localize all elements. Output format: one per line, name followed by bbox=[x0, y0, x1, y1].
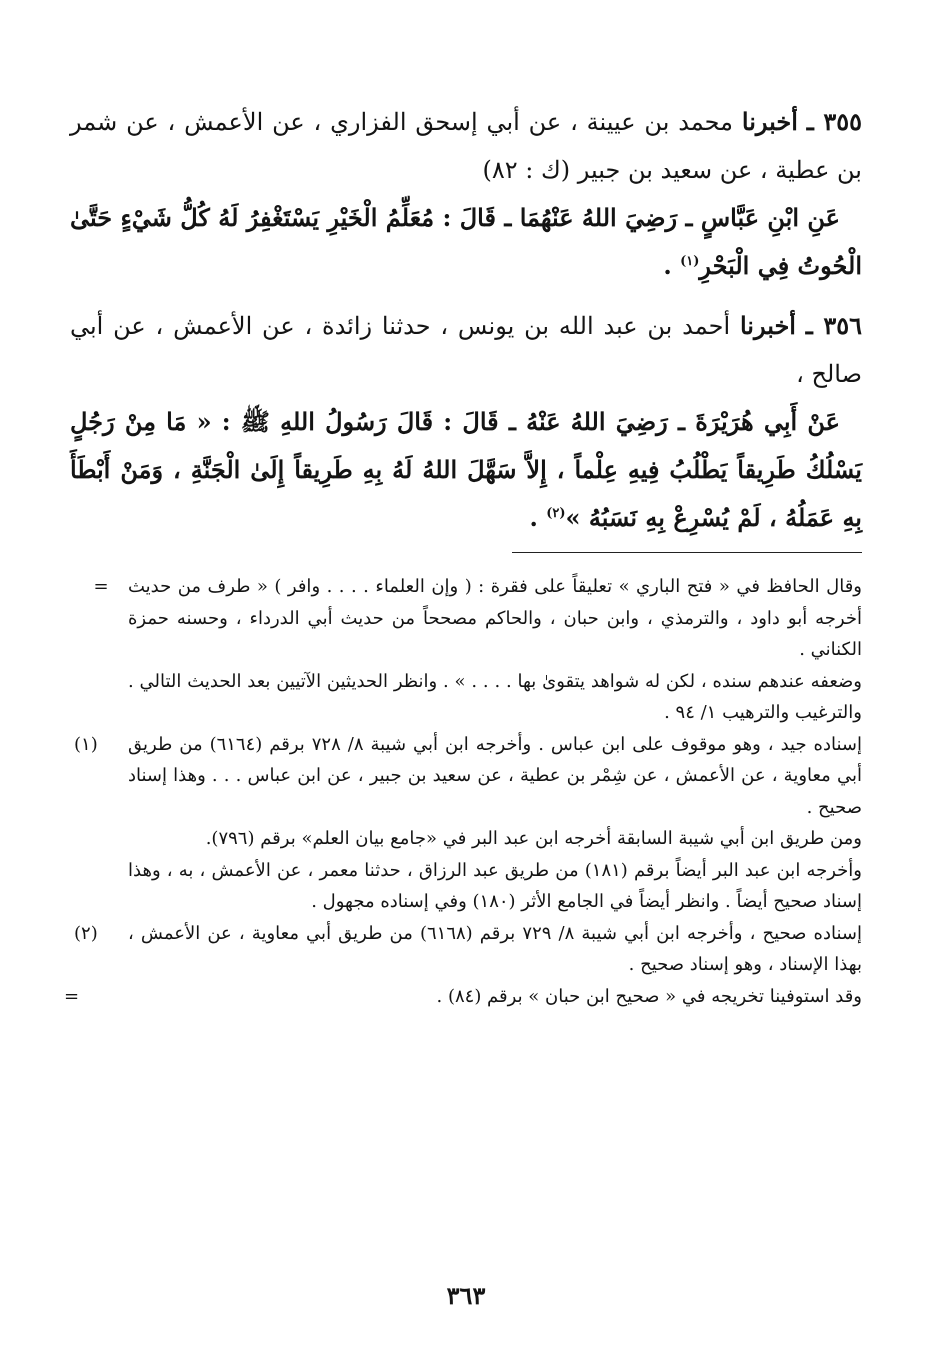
footnote-paragraph: وأخرجه ابن عبد البر أيضاً برقم (١٨١) من طريق عبد الرزاق ، حدثنا معمر ، عن الأعمش ، به ، وهذا إسناد صحيح أيضاً . وانظر أيضاً في الجامع الأثر (١٨٠) وفي إسناده مجهول . bbox=[128, 859, 862, 912]
matn-text: عَنِ ابْنِ عَبَّاسٍ ـ رَضِيَ اللهُ عَنْهُمَا ـ قَالَ : مُعَلِّمُ الْخَيْرِ يَسْتَغْفِرُ لَهُ كُلُّ شَيْءٍ حَتَّىٰ الْحُوتُ فِي الْبَحْرِ bbox=[70, 203, 862, 280]
hadith-number: ٣٥٥ ـ bbox=[806, 107, 862, 136]
hadith-keyword: أخبرنا bbox=[739, 311, 796, 340]
footnote-1 bbox=[70, 729, 862, 918]
hadith-number: ٣٥٦ ـ bbox=[805, 311, 862, 340]
footnote-ref[interactable]: (١) bbox=[680, 254, 700, 269]
footnote-paragraph: إسناده صحيح ، وأخرجه ابن أبي شيبة ٨/ ٧٢٩ برقم (٦١٦٨) من طريق أبي معاوية ، عن الأعمش ، بهذا الإسناد ، وهو إسناد صحيح . bbox=[128, 922, 862, 975]
hadith-355-isnad bbox=[70, 98, 862, 194]
footnotes-section bbox=[64, 571, 862, 1012]
page-number: ٣٦٣ bbox=[446, 1281, 486, 1310]
footnote-paragraph: وقال الحافظ في « فتح الباري » تعليقاً على فقرة : ( وإن العلماء . . . . وافر ) « طرف من حديث أخرجه أبو داود ، والترمذي ، وابن حبان ، والحاكم مصححاً من حديث أبي الدرداء ، وحسنه حمزة الكناني . bbox=[128, 576, 862, 660]
footnote-paragraph: وضعفه عندهم سنده ، لكن له شواهد يتقوىٰ بها . . . . » . وانظر الحديثين الآتيين بعد الحديث التالي . والترغيب والترهيب ١/ ٩٤ . bbox=[128, 670, 862, 723]
footnote-2 bbox=[70, 918, 862, 1013]
isnad-text: محمد بن عيينة ، عن أبي إسحق الفزاري ، عن الأعمش ، عن شمر بن عطية ، عن سعيد بن جبير (ك : ٨٢) bbox=[70, 108, 862, 184]
matn-end: . bbox=[529, 503, 547, 532]
footnote-continuation bbox=[70, 571, 862, 729]
matn-end: . bbox=[663, 251, 681, 280]
footnote-ref[interactable]: (٢) bbox=[546, 506, 566, 521]
isnad-text: أحمد بن عبد الله بن يونس ، حدثنا زائدة ، عن الأعمش ، عن أبي صالح ، bbox=[70, 312, 862, 388]
continuation-end-mark: = bbox=[64, 985, 80, 1007]
footnote-paragraph: ومن طريق ابن أبي شيبة السابقة أخرجه ابن عبد البر في «جامع بيان العلم» برقم (٧٩٦). bbox=[205, 828, 862, 849]
matn-text: عَنْ أَبِي هُرَيْرَةَ ـ رَضِيَ اللهُ عَنْهُ ـ قَالَ : قَالَ رَسُولُ اللهِ ﷺ : « مَا مِنْ رَجُلٍ يَسْلُكُ طَرِيقاً يَطْلُبُ فِيهِ عِلْماً ، إِلاَّ سَهَّلَ اللهُ لَهُ بِهِ طَرِيقاً إِلَىٰ الْجَنَّةِ ، وَمَنْ أَبْطَأَ بِهِ عَمَلُهُ ، لَمْ يُسْرِعْ بِهِ نَسَبُهُ » bbox=[70, 407, 862, 532]
hadith-356-matn bbox=[70, 398, 862, 542]
footnote-separator bbox=[512, 552, 862, 553]
book-page bbox=[64, 98, 862, 1358]
hadith-keyword: أخبرنا bbox=[741, 107, 798, 136]
footnote-paragraph: إسناده جيد ، وهو موقوف على ابن عباس . وأخرجه ابن أبي شيبة ٨/ ٧٢٨ برقم (٦١٦٤) من طريق أبي معاوية ، عن الأعمش ، عن شِمْر بن عطية ، عن سعيد بن جبير ، عن ابن عباس . . . وهذا إسناد صحيح . bbox=[128, 733, 862, 818]
continuation-mark: = bbox=[93, 576, 109, 597]
footnote-paragraph: وقد استوفينا تخريجه في « صحيح ابن حبان » برقم (٨٤) . bbox=[436, 985, 862, 1007]
hadith-356-isnad bbox=[70, 302, 862, 398]
footnote-label: (٢) bbox=[74, 922, 98, 944]
hadith-355-matn bbox=[70, 194, 862, 290]
footnote-label: (١) bbox=[74, 733, 98, 755]
